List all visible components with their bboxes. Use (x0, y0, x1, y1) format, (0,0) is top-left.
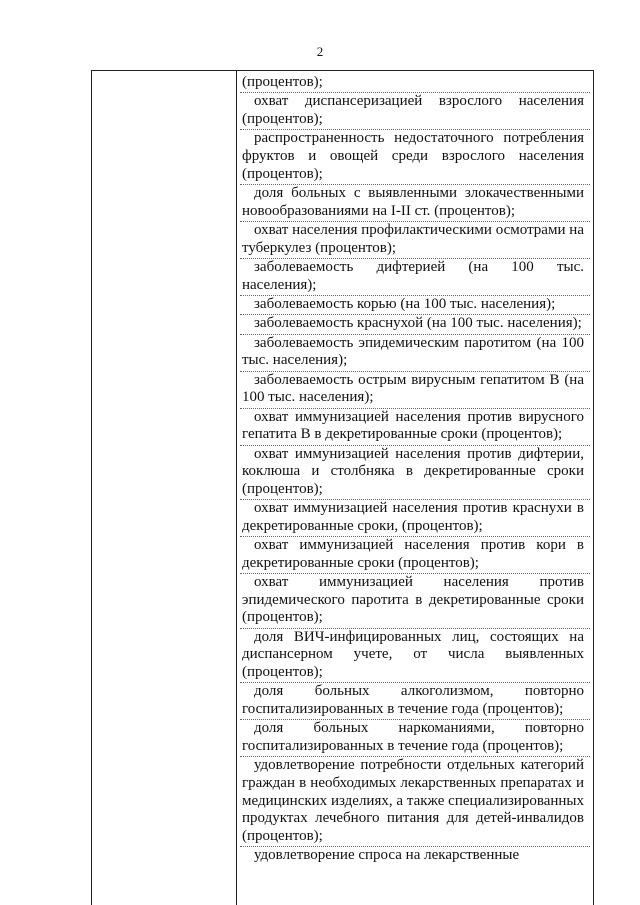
indicator-item: доля ВИЧ-инфицированных лиц, состоящих на диспансерном учете, от числа выявленных (процентов); (242, 629, 584, 683)
indicator-item: доля больных алкоголизмом, повторно госпитализированных в течение года (процентов); (242, 683, 584, 719)
indicator-item: заболеваемость дифтерией (на 100 тыс. населения); (242, 259, 584, 295)
indicator-item: охват иммунизацией населения против краснухи в декретированные сроки, (процентов); (242, 500, 584, 536)
indicator-item: охват иммунизацией населения против кори в декретированные сроки (процентов); (242, 537, 584, 573)
indicator-item: распространенность недостаточного потребления фруктов и овощей среди взрослого населения (процентов); (242, 130, 584, 184)
column-divider (236, 71, 237, 905)
indicator-item: заболеваемость острым вирусным гепатитом В (на 100 тыс. населения); (242, 372, 584, 408)
indicator-item: удовлетворение спроса на лекарственные (254, 847, 520, 864)
indicator-item: заболеваемость корью (на 100 тыс. населения); (242, 296, 584, 314)
indicator-item: охват иммунизацией населения против вирусного гепатита В в декретированные сроки (процентов); (242, 409, 584, 445)
indicator-table (91, 70, 594, 905)
page-number: 2 (316, 44, 324, 59)
indicator-item: охват населения профилактическими осмотрами на туберкулез (процентов); (242, 222, 584, 258)
indicator-item: доля больных с выявленными злокачественными новообразованиями на I-II ст. (процентов); (242, 185, 584, 221)
indicator-item: (процентов); (242, 74, 584, 92)
indicator-item: заболеваемость краснухой (на 100 тыс. населения); (242, 315, 584, 333)
indicator-item: удовлетворение потребности отдельных категорий граждан в необходимых лекарственных препаратах и медицинских изделиях, а также специализированных продуктах лечебного питания для детей-инвалидов (процентов); (242, 757, 584, 846)
indicator-item: охват иммунизацией населения против дифтерии, коклюша и столбняка в декретированные сроки (процентов); (242, 446, 584, 500)
indicator-item: охват диспансеризацией взрослого населения (процентов); (242, 93, 584, 129)
indicator-item: доля больных наркоманиями, повторно госпитализированных в течение года (процентов); (242, 720, 584, 756)
indicator-item: охват иммунизацией населения против эпидемического паротита в декретированные сроки (процентов); (242, 574, 584, 628)
indicator-list (242, 74, 584, 866)
indicator-item: заболеваемость эпидемическим паротитом (на 100 тыс. населения); (242, 335, 584, 371)
